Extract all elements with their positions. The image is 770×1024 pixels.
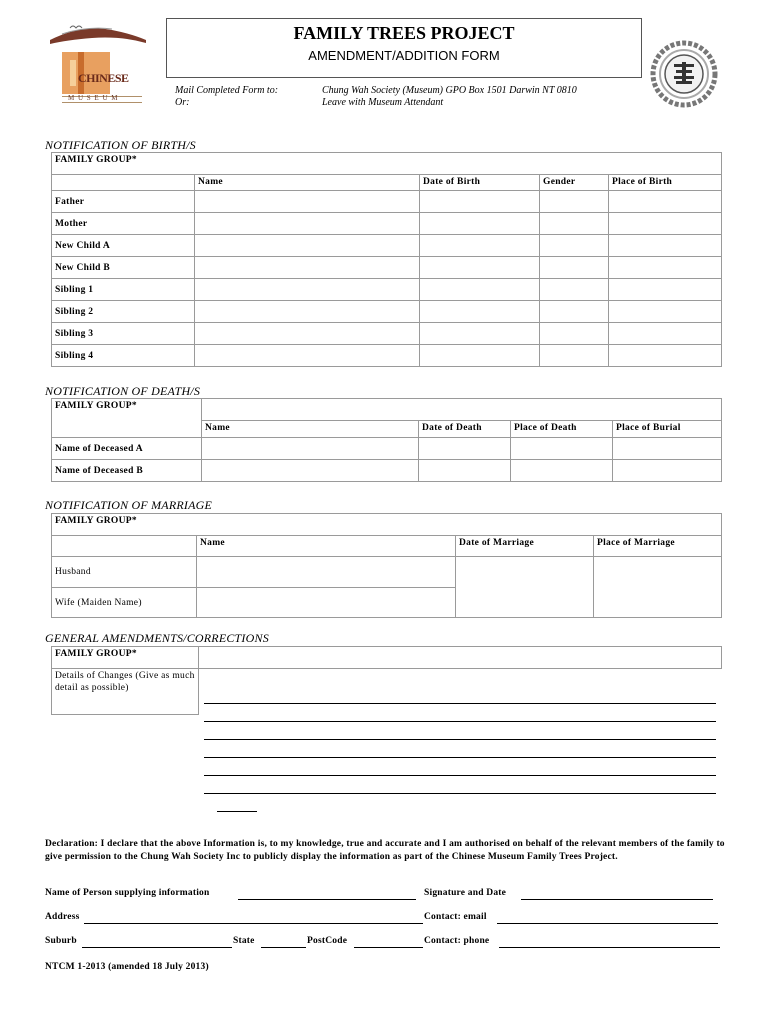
row-label-new-child-b: New Child B bbox=[52, 257, 195, 279]
name-supplying-input[interactable] bbox=[238, 899, 416, 900]
row-label-new-child-a: New Child A bbox=[52, 235, 195, 257]
contact-phone-label: Contact: phone bbox=[424, 936, 490, 946]
name-supplying-label: Name of Person supplying information bbox=[45, 888, 210, 898]
death-col-name: Name bbox=[202, 421, 419, 438]
child-a-place-cell[interactable] bbox=[609, 235, 722, 257]
table-row bbox=[52, 323, 722, 345]
chung-wah-emblem bbox=[648, 37, 720, 111]
address-input[interactable] bbox=[84, 923, 423, 924]
child-a-name-cell[interactable] bbox=[195, 235, 420, 257]
sibling-4-place-cell[interactable] bbox=[609, 345, 722, 367]
mother-dob-cell[interactable] bbox=[420, 213, 540, 235]
marriage-table bbox=[51, 513, 722, 618]
row-label-deceased-a: Name of Deceased A bbox=[52, 438, 202, 460]
page-subtitle: AMENDMENT/ADDITION FORM bbox=[308, 48, 500, 63]
details-line-7[interactable] bbox=[217, 811, 257, 812]
husband-name-cell[interactable] bbox=[197, 557, 456, 588]
details-of-changes-label: Details of Changes (Give as much detail as possible) bbox=[52, 669, 199, 715]
sibling-1-name-cell[interactable] bbox=[195, 279, 420, 301]
table-row bbox=[52, 460, 722, 482]
father-place-cell[interactable] bbox=[609, 191, 722, 213]
sibling-2-gender-cell[interactable] bbox=[540, 301, 609, 323]
table-row bbox=[52, 213, 722, 235]
logo-text: CHINESE bbox=[78, 71, 129, 85]
birth-table bbox=[51, 152, 722, 367]
form-code-footer: NTCM 1-2013 (amended 18 July 2013) bbox=[45, 962, 209, 972]
child-a-dob-cell[interactable] bbox=[420, 235, 540, 257]
child-b-name-cell[interactable] bbox=[195, 257, 420, 279]
row-label-father: Father bbox=[52, 191, 195, 213]
row-label-deceased-b: Name of Deceased B bbox=[52, 460, 202, 482]
mother-gender-cell[interactable] bbox=[540, 213, 609, 235]
sibling-1-place-cell[interactable] bbox=[609, 279, 722, 301]
deceased-b-date-cell[interactable] bbox=[419, 460, 511, 482]
marriage-col-name: Name bbox=[197, 536, 456, 557]
suburb-label: Suburb bbox=[45, 936, 77, 946]
father-name-cell[interactable] bbox=[195, 191, 420, 213]
signature-date-input[interactable] bbox=[521, 899, 713, 900]
father-dob-cell[interactable] bbox=[420, 191, 540, 213]
address-label: Address bbox=[45, 912, 80, 922]
deceased-b-burial-cell[interactable] bbox=[613, 460, 722, 482]
row-label-mother: Mother bbox=[52, 213, 195, 235]
general-table bbox=[51, 646, 722, 715]
marriage-col-date: Date of Marriage bbox=[456, 536, 594, 557]
marriage-place-cell[interactable] bbox=[594, 557, 722, 618]
birth-col-place: Place of Birth bbox=[609, 175, 722, 191]
state-label: State bbox=[233, 936, 255, 946]
contact-email-input[interactable] bbox=[497, 923, 718, 924]
declaration-text: Declaration: I declare that the above Information is, to my knowledge, true and accurate and I am authorised on behalf of the relevant members of the family to give permission to the Chung Wah Society Inc to publicly display the information as part of the Chinese Museum Family Trees Project. bbox=[45, 839, 725, 862]
sibling-2-place-cell[interactable] bbox=[609, 301, 722, 323]
marriage-section-title: NOTIFICATION OF MARRIAGE bbox=[45, 498, 212, 512]
marriage-date-cell[interactable] bbox=[456, 557, 594, 618]
sibling-1-dob-cell[interactable] bbox=[420, 279, 540, 301]
details-line-2[interactable] bbox=[204, 721, 716, 722]
or-text: Leave with Museum Attendant bbox=[322, 97, 444, 108]
table-row bbox=[52, 235, 722, 257]
mother-place-cell[interactable] bbox=[609, 213, 722, 235]
table-row bbox=[52, 557, 722, 588]
sibling-3-place-cell[interactable] bbox=[609, 323, 722, 345]
emblem-icon bbox=[648, 37, 720, 111]
birth-section-title: NOTIFICATION OF BIRTH/S bbox=[45, 138, 196, 152]
general-section-title: GENERAL AMENDMENTS/CORRECTIONS bbox=[45, 631, 269, 645]
row-label-sibling-4: Sibling 4 bbox=[52, 345, 195, 367]
logo-subtext: M U S E U M bbox=[68, 94, 119, 102]
sibling-2-dob-cell[interactable] bbox=[420, 301, 540, 323]
deceased-a-date-cell[interactable] bbox=[419, 438, 511, 460]
table-row bbox=[52, 438, 722, 460]
marriage-family-group-field[interactable]: FAMILY GROUP* bbox=[52, 514, 722, 536]
sibling-1-gender-cell[interactable] bbox=[540, 279, 609, 301]
signature-date-label: Signature and Date bbox=[424, 888, 507, 898]
row-label-sibling-1: Sibling 1 bbox=[52, 279, 195, 301]
sibling-3-name-cell[interactable] bbox=[195, 323, 420, 345]
postcode-label: PostCode bbox=[307, 936, 348, 946]
details-line-3[interactable] bbox=[204, 739, 716, 740]
death-family-group-field[interactable] bbox=[202, 399, 722, 421]
sibling-4-name-cell[interactable] bbox=[195, 345, 420, 367]
chinese-museum-logo bbox=[42, 20, 152, 112]
row-label-sibling-3: Sibling 3 bbox=[52, 323, 195, 345]
mail-label: Mail Completed Form to: bbox=[175, 85, 279, 96]
suburb-input[interactable] bbox=[82, 947, 232, 948]
wife-name-cell[interactable] bbox=[197, 588, 456, 618]
child-b-place-cell[interactable] bbox=[609, 257, 722, 279]
death-col-date: Date of Death bbox=[419, 421, 511, 438]
birth-family-group-field[interactable]: FAMILY GROUP* bbox=[52, 153, 722, 175]
table-row bbox=[52, 257, 722, 279]
deceased-b-place-cell[interactable] bbox=[511, 460, 613, 482]
birth-col-dob: Date of Birth bbox=[420, 175, 540, 191]
sibling-4-gender-cell[interactable] bbox=[540, 345, 609, 367]
or-label: Or: bbox=[175, 97, 190, 108]
contact-email-label: Contact: email bbox=[424, 912, 487, 922]
sibling-2-name-cell[interactable] bbox=[195, 301, 420, 323]
details-line-4[interactable] bbox=[204, 757, 716, 758]
mother-name-cell[interactable] bbox=[195, 213, 420, 235]
mail-address: Chung Wah Society (Museum) GPO Box 1501 Darwin NT 0810 bbox=[322, 85, 577, 96]
table-row bbox=[52, 301, 722, 323]
general-family-group-label: FAMILY GROUP* bbox=[52, 647, 199, 669]
table-row bbox=[52, 191, 722, 213]
death-table bbox=[51, 398, 722, 482]
table-row bbox=[52, 345, 722, 367]
deceased-b-name-cell[interactable] bbox=[202, 460, 419, 482]
details-line-5[interactable] bbox=[204, 775, 716, 776]
birth-col-name: Name bbox=[195, 175, 420, 191]
deceased-a-name-cell[interactable] bbox=[202, 438, 419, 460]
table-row bbox=[52, 279, 722, 301]
postcode-input[interactable] bbox=[354, 947, 423, 948]
death-family-group-label: FAMILY GROUP* bbox=[52, 399, 202, 421]
row-label-wife: Wife (Maiden Name) bbox=[52, 588, 197, 618]
death-col-place: Place of Death bbox=[511, 421, 613, 438]
father-gender-cell[interactable] bbox=[540, 191, 609, 213]
details-line-1[interactable] bbox=[204, 703, 716, 704]
deceased-a-burial-cell[interactable] bbox=[613, 438, 722, 460]
child-b-dob-cell[interactable] bbox=[420, 257, 540, 279]
sibling-3-gender-cell[interactable] bbox=[540, 323, 609, 345]
details-line-6[interactable] bbox=[204, 793, 716, 794]
birth-col-gender: Gender bbox=[540, 175, 609, 191]
deceased-a-place-cell[interactable] bbox=[511, 438, 613, 460]
child-a-gender-cell[interactable] bbox=[540, 235, 609, 257]
death-col-burial: Place of Burial bbox=[613, 421, 722, 438]
state-input[interactable] bbox=[261, 947, 306, 948]
sibling-3-dob-cell[interactable] bbox=[420, 323, 540, 345]
contact-phone-input[interactable] bbox=[499, 947, 720, 948]
row-label-husband: Husband bbox=[52, 557, 197, 588]
marriage-col-place: Place of Marriage bbox=[594, 536, 722, 557]
row-label-sibling-2: Sibling 2 bbox=[52, 301, 195, 323]
general-family-group-field[interactable] bbox=[199, 647, 722, 669]
page-title: FAMILY TREES PROJECT bbox=[293, 23, 515, 43]
sibling-4-dob-cell[interactable] bbox=[420, 345, 540, 367]
death-section-title: NOTIFICATION OF DEATH/S bbox=[45, 384, 201, 398]
child-b-gender-cell[interactable] bbox=[540, 257, 609, 279]
